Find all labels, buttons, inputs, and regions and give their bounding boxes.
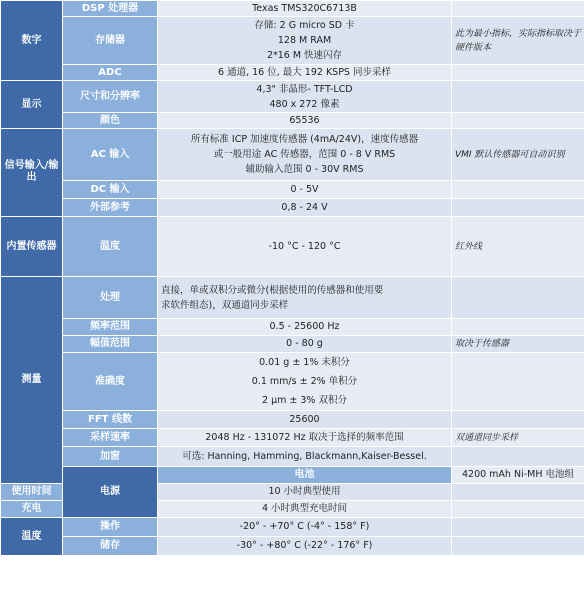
row-label: AC 输入 [63,129,158,181]
table-row [1,518,584,537]
row-note: 此为最小指标，实际指标取决于硬件版本 [452,17,584,65]
category-temperature: 温度 [1,518,63,556]
row-label: 储存 [63,537,158,556]
row-value: 2048 Hz - 131072 Hz 取决于选择的频率范围 [158,429,452,447]
row-label: 加窗 [63,447,158,467]
row-value: -10 °C - 120 °C [158,217,452,277]
row-label: 尺寸和分辨率 [63,81,158,113]
row-value: 25600 [158,411,452,429]
row-label: FFT 线数 [63,411,158,429]
row-value: -30° - +80° C (-22° - 176° F) [158,537,452,556]
row-value: 存储: 2 G micro SD 卡 128 M RAM 2*16 M 快速闪存 [158,17,452,65]
row-note [452,1,584,17]
table-row [1,429,584,447]
row-value: 65536 [158,113,452,129]
row-label: 温度 [63,217,158,277]
category-display: 显示 [1,81,63,129]
category-battery: 电源 [63,467,158,518]
row-label: 充电 [1,501,63,518]
row-note: 双通道同步采样 [452,429,584,447]
row-label: 电池 [158,467,452,484]
row-note [452,484,584,501]
category-builtin-sensor: 内置传感器 [1,217,63,277]
table-row [1,411,584,429]
row-label: 采样速率 [63,429,158,447]
table-row [1,199,584,217]
row-value: 所有标准 ICP 加速度传感器 (4mA/24V)，速度传感器 或一般用途 AC 传感器，范围 0 - 8 V RMS 辅助输入范围 0 - 30V RMS [158,129,452,181]
row-note: 红外线 [452,217,584,277]
table-row [1,1,584,17]
row-value: -20° - +70° C (-4° - 158° F) [158,518,452,537]
row-value: 6 通道, 16 位, 最大 192 KSPS 同步采样 [158,65,452,81]
row-note [452,353,584,411]
row-label: 处理 [63,277,158,319]
row-note [452,411,584,429]
row-value: 10 小时典型使用 [158,484,452,501]
row-note [452,277,584,319]
row-label: DC 输入 [63,181,158,199]
row-note [452,447,584,467]
table-row [1,467,584,484]
row-label: 幅值范围 [63,336,158,353]
row-label: 准确度 [63,353,158,411]
row-label: ADC [63,65,158,81]
table-row [1,81,584,113]
category-measurement: 测量 [1,277,63,484]
row-label: 存储器 [63,17,158,65]
row-note: 取决于传感器 [452,336,584,353]
row-note [452,65,584,81]
table-row [1,181,584,199]
row-note [452,113,584,129]
table-row [1,217,584,277]
row-label: 颜色 [63,113,158,129]
table-row [1,17,584,65]
row-note [452,537,584,556]
row-note [452,319,584,336]
row-label: DSP 处理器 [63,1,158,17]
row-note [452,501,584,518]
category-digital: 数字 [1,1,63,81]
table-row [1,65,584,81]
row-value: 0,8 - 24 V [158,199,452,217]
row-value: 直接，单或双积分或微分(根据使用的传感器和使用要 求软件组态)，双通道同步采样 [158,277,452,319]
row-value: 0.01 g ± 1% 未积分 0.1 mm/s ± 2% 单积分 2 μm ± 3% 双积分 [158,353,452,411]
row-value: 0 - 80 g [158,336,452,353]
row-note [452,81,584,113]
row-value: 可选: Hanning, Hamming, Blackmann,Kaiser-Bessel. [158,447,452,467]
row-value: 0 - 5V [158,181,452,199]
table-row [1,537,584,556]
row-label: 使用时间 [1,484,63,501]
row-label: 频率范围 [63,319,158,336]
table-row [1,447,584,467]
row-note [452,518,584,537]
row-value: 4 小时典型充电时间 [158,501,452,518]
row-label: 操作 [63,518,158,537]
row-note [452,199,584,217]
row-value: 4,3" 非晶形- TFT-LCD 480 x 272 像素 [158,81,452,113]
row-label: 外部参考 [63,199,158,217]
row-note [452,181,584,199]
table-row [1,277,584,319]
table-row [1,353,584,411]
table-row [1,113,584,129]
table-row [1,319,584,336]
table-row [1,129,584,181]
row-value: 0.5 - 25600 Hz [158,319,452,336]
row-value: 4200 mAh Ni-MH 电池组 [452,467,584,484]
row-note: VMI 默认传感器可自动识别 [452,129,584,181]
category-signal-io: 信号输入/输出 [1,129,63,217]
table-row [1,336,584,353]
row-value: Texas TMS320C6713B [158,1,452,17]
